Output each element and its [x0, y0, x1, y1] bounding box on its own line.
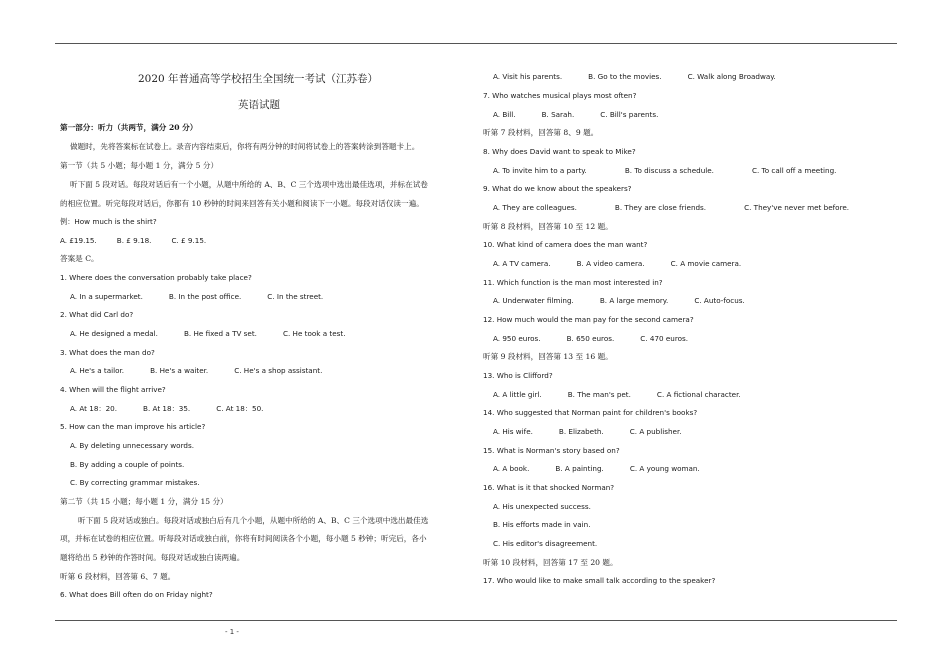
question-15-options — [493, 464, 700, 474]
option-a: A. His wife. — [493, 427, 533, 436]
option-c: C. In the street. — [267, 292, 324, 301]
question-13-options — [493, 390, 741, 400]
option-a: A. A TV camera. — [493, 259, 551, 268]
option-b: B. Elizabeth. — [558, 427, 604, 436]
section1-instruction-line1: 听下面 5 段对话。每段对话后有一个小题，从题中所给的 A、B、C 三个选项中选出最佳选项，并标在试卷 — [70, 180, 428, 189]
option-c: C. Bill's parents. — [600, 110, 659, 119]
question-5-option-c: C. By correcting grammar mistakes. — [70, 478, 200, 487]
option-b: B. In the post office. — [168, 292, 242, 301]
question-6: 6. What does Bill often do on Friday night? — [60, 590, 213, 599]
question-1-options — [70, 292, 323, 302]
option-a: A. In a supermarket. — [70, 292, 143, 301]
question-2: 2. What did Carl do? — [60, 310, 134, 319]
question-14-options — [493, 427, 682, 437]
section1-instruction-line2: 的相应位置。听完每段对话后，你都有 10 秒钟的时间来回答有关小题和阅读下一小题。每段对话仅读一遍。 — [60, 199, 424, 208]
option-b: B. At 18：35. — [143, 404, 191, 413]
option-a: A. At 18：20. — [70, 404, 118, 413]
option-a: A. 950 euros. — [493, 334, 541, 343]
option-b: B. The man's pet. — [567, 390, 631, 399]
bottom-rule — [55, 620, 897, 621]
section2-instruction-line1: 听下面 5 段对话或独白。每段对话或独白后有几个小题，从题中所给的 A、B、C 三个选项中选出最佳选 — [78, 516, 429, 525]
option-c: C. A publisher. — [629, 427, 682, 436]
section2-instruction-line2: 项，并标在试卷的相应位置。听每段对话或独白前，你将有时间阅读各个小题，每小题 5 秒钟；听完后，各小 — [60, 534, 427, 543]
question-9-options — [493, 203, 849, 213]
option-a: A. They are colleagues. — [493, 203, 577, 212]
question-16-option-b: B. His efforts made in vain. — [493, 520, 591, 529]
material-6-label: 听第 6 段材料，回答第 6、7 题。 — [60, 572, 176, 581]
option-b: B. He's a waiter. — [150, 366, 209, 375]
option-c: C. £ 9.15. — [171, 236, 207, 245]
option-a: A. A little girl. — [493, 390, 542, 399]
option-b: B. To discuss a schedule. — [624, 166, 714, 175]
option-a: A. To invite him to a party. — [493, 166, 587, 175]
question-12: 12. How much would the man pay for the second camera? — [483, 315, 694, 324]
material-10-label: 听第 10 段材料，回答第 17 至 20 题。 — [483, 558, 618, 567]
question-4-options — [70, 404, 263, 414]
option-b: B. A video camera. — [576, 259, 645, 268]
option-b: B. Sarah. — [541, 110, 575, 119]
option-c: C. Auto-focus. — [694, 296, 745, 305]
section1-heading: 第一节（共 5 小题；每小题 1 分，满分 5 分） — [60, 161, 219, 170]
question-10-options — [493, 259, 741, 269]
question-16: 16. What is it that shocked Norman? — [483, 483, 615, 492]
option-a: A. A book. — [493, 464, 530, 473]
question-17: 17. Who would like to make small talk according to the speaker? — [483, 576, 716, 585]
question-9: 9. What do we know about the speakers? — [483, 184, 632, 193]
option-c: C. To call off a meeting. — [751, 166, 837, 175]
example-options — [60, 236, 206, 246]
question-13: 13. Who is Clifford? — [483, 371, 553, 380]
option-a: A. Underwater filming. — [493, 296, 574, 305]
question-6-options — [493, 72, 776, 82]
question-4: 4. When will the flight arrive? — [60, 385, 166, 394]
page-number: - 1 - — [225, 628, 239, 636]
part1-heading: 第一部分：听力（共两节，满分 20 分） — [60, 123, 198, 132]
option-b: B. A large memory. — [599, 296, 669, 305]
material-8-label: 听第 8 段材料，回答第 10 至 12 题。 — [483, 222, 613, 231]
option-a: A. He's a tailor. — [70, 366, 125, 375]
top-rule — [55, 43, 897, 44]
option-b: B. 650 euros. — [566, 334, 615, 343]
option-c: C. 470 euros. — [640, 334, 689, 343]
question-15: 15. What is Norman's story based on? — [483, 446, 620, 455]
option-b: B. Go to the movies. — [588, 72, 662, 81]
exam-subtitle: 英语试题 — [238, 99, 280, 111]
question-5-option-a: A. By deleting unnecessary words. — [70, 441, 194, 450]
section2-instruction-line3: 题将给出 5 秒钟的作答时间。每段对话或独白读两遍。 — [60, 553, 245, 562]
question-1: 1. Where does the conversation probably take place? — [60, 273, 252, 282]
example-question: 例：How much is the shirt? — [60, 217, 157, 226]
section2-heading: 第二节（共 15 小题；每小题 1 分，满分 15 分） — [60, 497, 228, 506]
question-11-options — [493, 296, 745, 306]
question-8-options — [493, 166, 836, 176]
option-c: C. A movie camera. — [670, 259, 742, 268]
question-3-options — [70, 366, 322, 376]
option-c: C. Walk along Broadway. — [687, 72, 776, 81]
material-9-label: 听第 9 段材料，回答第 13 至 16 题。 — [483, 352, 613, 361]
question-5: 5. How can the man improve his article? — [60, 422, 206, 431]
question-7: 7. Who watches musical plays most often? — [483, 91, 637, 100]
question-3: 3. What does the man do? — [60, 348, 155, 357]
question-2-options — [70, 329, 346, 339]
question-7-options — [493, 110, 658, 120]
question-14: 14. Who suggested that Norman paint for children's books? — [483, 408, 698, 417]
question-5-option-b: B. By adding a couple of points. — [70, 460, 185, 469]
option-c: C. A fictional character. — [656, 390, 741, 399]
intro-text: 做题时，先将答案标在试卷上。录音内容结束后，你将有两分钟的时间将试卷上的答案转涂到答题卡上。 — [70, 142, 420, 151]
example-answer: 答案是 C。 — [60, 254, 99, 263]
option-b: B. He fixed a TV set. — [183, 329, 257, 338]
option-a: A. £19.15. — [60, 236, 97, 245]
question-8: 8. Why does David want to speak to Mike? — [483, 147, 636, 156]
option-b: B. They are close friends. — [614, 203, 707, 212]
option-b: B. £ 9.18. — [116, 236, 152, 245]
question-12-options — [493, 334, 688, 344]
option-c: C. He took a test. — [282, 329, 346, 338]
option-a: A. Bill. — [493, 110, 516, 119]
option-c: C. A young woman. — [629, 464, 700, 473]
question-11: 11. Which function is the man most interested in? — [483, 278, 663, 287]
option-b: B. A painting. — [555, 464, 604, 473]
question-16-option-a: A. His unexpected success. — [493, 502, 591, 511]
option-a: A. Visit his parents. — [493, 72, 563, 81]
question-16-option-c: C. His editor's disagreement. — [493, 539, 598, 548]
option-a: A. He designed a medal. — [70, 329, 158, 338]
exam-title: 2020 年普通高等学校招生全国统一考试（江苏卷） — [138, 73, 379, 85]
option-c: C. They've never met before. — [744, 203, 850, 212]
option-c: C. At 18：50. — [216, 404, 264, 413]
question-10: 10. What kind of camera does the man want? — [483, 240, 648, 249]
option-c: C. He's a shop assistant. — [234, 366, 323, 375]
material-7-label: 听第 7 段材料，回答第 8、9 题。 — [483, 128, 599, 137]
